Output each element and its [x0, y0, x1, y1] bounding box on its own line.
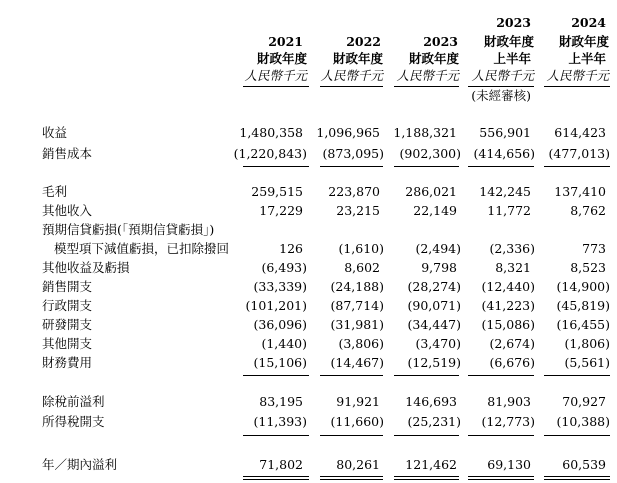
column-subperiod: 上半年 — [493, 51, 531, 66]
table-cell: 71,802 — [259, 457, 303, 472]
header-rule — [544, 86, 610, 87]
table-cell: 137,410 — [554, 184, 606, 199]
total-double-rule — [468, 476, 534, 477]
table-cell: (6,493) — [261, 260, 307, 275]
table-cell: (34,447) — [407, 317, 461, 332]
table-cell: 8,321 — [495, 260, 531, 275]
subtotal-rule — [320, 375, 383, 376]
column-period: 財政年度 — [558, 34, 609, 49]
table-cell: (2,494) — [415, 241, 461, 256]
table-cell: (1,220,843) — [233, 146, 307, 161]
table-cell: (477,013) — [548, 146, 610, 161]
table-cell: 223,870 — [328, 184, 380, 199]
table-cell: (10,388) — [556, 414, 610, 429]
table-cell: 286,021 — [405, 184, 457, 199]
column-subperiod: 上半年 — [568, 51, 606, 66]
table-cell: 126 — [279, 241, 303, 256]
row-label-finance-costs: 財務費用 — [42, 355, 93, 370]
table-cell: 556,901 — [479, 125, 531, 140]
total-double-rule — [544, 476, 610, 477]
table-cell: 1,480,358 — [239, 125, 303, 140]
table-cell: 8,602 — [344, 260, 380, 275]
table-cell: (1,806) — [564, 336, 610, 351]
column-year: 2023 — [423, 34, 458, 49]
table-cell: (25,231) — [407, 414, 461, 429]
table-cell: (15,086) — [481, 317, 535, 332]
table-cell: (12,519) — [407, 355, 461, 370]
table-cell: (87,714) — [330, 298, 384, 313]
table-cell: (873,095) — [322, 146, 384, 161]
subtotal-rule — [320, 435, 383, 436]
unaudited-note: (未經審核) — [471, 88, 531, 103]
column-period: 財政年度 — [332, 51, 383, 66]
table-cell: (11,393) — [253, 414, 307, 429]
table-cell: 8,523 — [570, 260, 606, 275]
table-cell: (1,440) — [261, 336, 307, 351]
row-label-other-gains-losses: 其他收益及虧損 — [42, 260, 130, 275]
header-rule — [468, 86, 534, 87]
column-unit: 人民幣千元 — [471, 68, 534, 83]
row-label-cost-of-sales: 銷售成本 — [42, 146, 93, 161]
row-label-admin-expenses: 行政開支 — [42, 298, 93, 313]
subtotal-rule — [544, 375, 610, 376]
table-cell: (3,470) — [415, 336, 461, 351]
total-double-rule — [544, 479, 610, 480]
column-period: 財政年度 — [483, 34, 534, 49]
row-label-ecl-heading: 預期信貸虧損(「預期信貸虧損」) — [42, 222, 215, 237]
header-rule — [320, 86, 383, 87]
table-cell: (14,467) — [330, 355, 384, 370]
table-cell: 8,762 — [570, 203, 606, 218]
table-cell: 773 — [582, 241, 606, 256]
table-cell: (5,561) — [564, 355, 610, 370]
row-label-other-expenses: 其他開支 — [42, 336, 93, 351]
column-unit: 人民幣千元 — [320, 68, 383, 83]
table-cell: 142,245 — [479, 184, 531, 199]
table-cell: (45,819) — [556, 298, 610, 313]
table-cell: 17,229 — [259, 203, 303, 218]
table-cell: (14,900) — [556, 279, 610, 294]
table-cell: (902,300) — [399, 146, 461, 161]
row-label-other-income: 其他收入 — [42, 203, 93, 218]
total-double-rule — [320, 479, 383, 480]
table-cell: (28,274) — [407, 279, 461, 294]
table-cell: (3,806) — [338, 336, 384, 351]
table-cell: 22,149 — [413, 203, 457, 218]
table-cell: 69,130 — [487, 457, 531, 472]
table-cell: 1,188,321 — [393, 125, 457, 140]
row-label-income-tax: 所得稅開支 — [42, 414, 105, 429]
table-cell: 9,798 — [421, 260, 457, 275]
table-cell: (90,071) — [407, 298, 461, 313]
subtotal-rule — [468, 166, 534, 167]
table-cell: (12,773) — [481, 414, 535, 429]
row-label-rd-expenses: 研發開支 — [42, 317, 93, 332]
header-rule — [394, 86, 459, 87]
table-cell: (101,201) — [245, 298, 307, 313]
subtotal-rule — [468, 435, 534, 436]
table-cell: (6,676) — [489, 355, 535, 370]
total-double-rule — [394, 476, 459, 477]
column-year: 2022 — [346, 34, 381, 49]
table-cell: 11,772 — [487, 203, 531, 218]
column-year: 2024 — [571, 15, 606, 30]
table-cell: 259,515 — [251, 184, 303, 199]
table-cell: 60,539 — [562, 457, 606, 472]
subtotal-rule — [544, 435, 610, 436]
subtotal-rule — [320, 166, 383, 167]
table-cell: 80,261 — [336, 457, 380, 472]
table-cell: (15,106) — [253, 355, 307, 370]
table-cell: 81,903 — [487, 394, 531, 409]
table-cell: 614,423 — [554, 125, 606, 140]
table-cell: (31,981) — [330, 317, 384, 332]
row-label-revenue: 收益 — [42, 125, 68, 140]
column-year: 2021 — [268, 34, 303, 49]
subtotal-rule — [243, 435, 309, 436]
table-cell: 70,927 — [562, 394, 606, 409]
total-double-rule — [243, 476, 309, 477]
table-cell: (2,336) — [489, 241, 535, 256]
table-cell: (11,660) — [330, 414, 384, 429]
subtotal-rule — [394, 375, 459, 376]
subtotal-rule — [468, 375, 534, 376]
subtotal-rule — [394, 435, 459, 436]
total-double-rule — [394, 479, 459, 480]
row-label-selling-expenses: 銷售開支 — [42, 279, 93, 294]
table-cell: 91,921 — [336, 394, 380, 409]
column-unit: 人民幣千元 — [244, 68, 307, 83]
total-double-rule — [243, 479, 309, 480]
table-cell: 23,215 — [336, 203, 380, 218]
subtotal-rule — [243, 375, 309, 376]
column-year: 2023 — [496, 15, 531, 30]
table-cell: (36,096) — [253, 317, 307, 332]
table-cell: (33,339) — [253, 279, 307, 294]
header-rule — [243, 86, 309, 87]
column-unit: 人民幣千元 — [546, 68, 609, 83]
subtotal-rule — [394, 166, 459, 167]
column-unit: 人民幣千元 — [396, 68, 459, 83]
total-double-rule — [468, 479, 534, 480]
column-period: 財政年度 — [256, 51, 307, 66]
row-label-gross-profit: 毛利 — [42, 184, 68, 199]
table-cell: 121,462 — [405, 457, 457, 472]
row-label-profit-for-period: 年／期內溢利 — [42, 457, 118, 472]
table-cell: 83,195 — [259, 394, 303, 409]
table-cell: (12,440) — [481, 279, 535, 294]
table-cell: (41,223) — [481, 298, 535, 313]
table-cell: (2,674) — [489, 336, 535, 351]
table-cell: (24,188) — [330, 279, 384, 294]
subtotal-rule — [544, 166, 610, 167]
subtotal-rule — [243, 166, 309, 167]
table-cell: (16,455) — [556, 317, 610, 332]
table-cell: (414,656) — [473, 146, 535, 161]
row-label-profit-before-tax: 除稅前溢利 — [42, 394, 105, 409]
total-double-rule — [320, 476, 383, 477]
table-cell: 1,096,965 — [316, 125, 380, 140]
column-period: 財政年度 — [408, 51, 459, 66]
row-label-ecl-impairment: 模型項下減值虧損，已扣除撥回 — [54, 241, 230, 256]
table-cell: 146,693 — [405, 394, 457, 409]
table-cell: (1,610) — [338, 241, 384, 256]
